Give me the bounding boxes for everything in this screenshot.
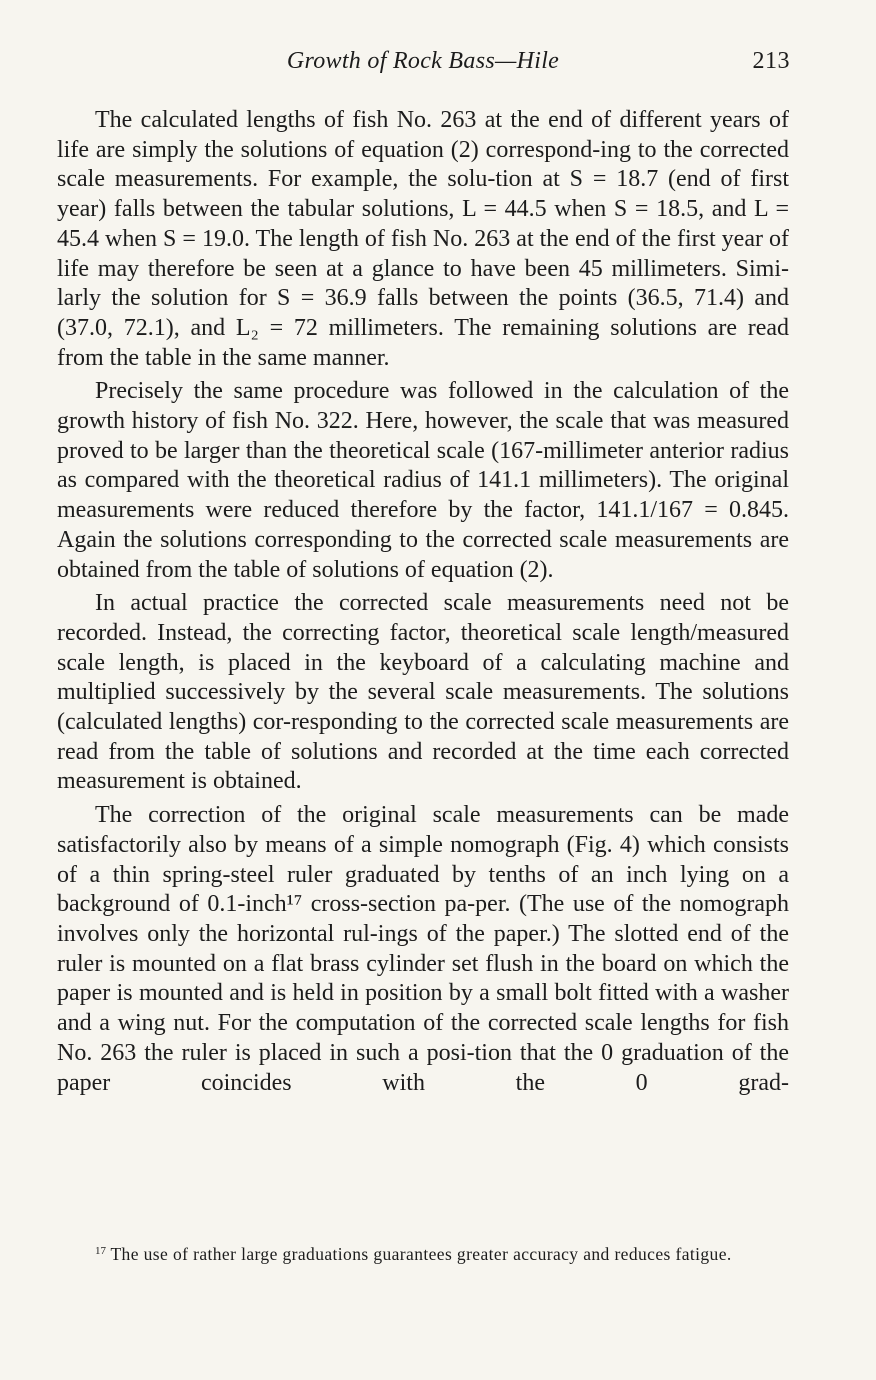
paragraph-actual-practice: In actual practice the corrected scale measurements need not be recorded. Instead, the correcting factor, theoretical scale length/measured scale length, is placed in the keyboard of a calculating machine and multiplied successively by the several scale measurements. The solutions (calculated lengths) cor-responding to the corrected scale measurements are read from the table of solutions and recorded at the time each corrected measurement is obtained. [57, 590, 789, 795]
footnote-mark: 17 [95, 1245, 106, 1257]
paragraph-nomograph: The correction of the original scale measurements can be made satisfactorily also by means of a simple nomograph (Fig. 4) which consists of a thin spring-steel ruler graduated by tenths of an inch lying on a background of 0.1-inch¹⁷ cross-section pa-per. (The use of the nomograph involves only the horizontal rul-ings of the paper.) The slotted end of the ruler is mounted on a flat brass cylinder set flush in the board on which the paper is mounted and is held in position by a small bolt fitted with a washer and a wing nut. For the computation of the corrected scale lengths for fish No. 263 the ruler is placed in such a posi-tion that the 0 graduation of the paper coincides with the 0 grad- [57, 802, 789, 1096]
paragraph-fish-263: The calculated lengths of fish No. 263 at the end of different years of life are simply the solutions of equation (2) correspond-ing to the corrected scale measurements. For example, the solu-tion at S = 18.7 (end of first year) falls between the tabular solutions, L = 44.5 when S = 18.5, and L = 45.4 when S = 19.0. The length of fish No. 263 at the end of the first year of life may therefore be seen at a glance to have been 45 millimeters. Simi-larly the solution for S = 36.9 falls between the points (36.5, 71.4) and (37.0, 72.1), and L₂ = 72 millimeters. The remaining solutions are read from the table in the same manner. [57, 107, 789, 371]
body-text [57, 106, 789, 1102]
paragraph-fish-322: Precisely the same procedure was followed in the calculation of the growth history of fish No. 322. Here, however, the scale that was measured proved to be larger than the theoretical scale (167-millimeter anterior radius as compared with the theoretical radius of 141.1 millimeters). The original measurements were reduced therefore by the factor, 141.1/167 = 0.845. Again the solutions corresponding to the corrected scale measurements are obtained from the table of solutions of equation (2). [57, 378, 789, 583]
footnote-text: The use of rather large graduations guarantees greater accuracy and reduces fatigue. [110, 1244, 732, 1264]
running-title: Growth of Rock Bass—Hile [286, 48, 560, 74]
footnote-area [57, 1240, 789, 1266]
footnote [57, 1240, 789, 1266]
running-header [56, 48, 790, 84]
page-number: 213 [752, 48, 790, 74]
